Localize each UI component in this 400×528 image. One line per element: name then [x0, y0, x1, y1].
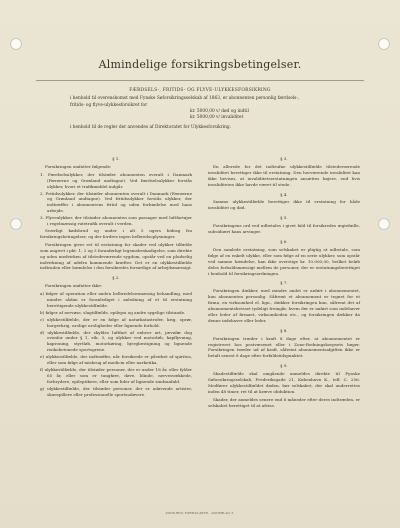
punch-hole-top-right — [378, 38, 390, 50]
intro-line: fritids- og flyve-ulykkesforsikret for — [70, 102, 148, 108]
clause-item: c) ulykkestilfælde, der er en følge af naturkatastrofer, krig, oprør, borgerkrig, urolige uroligheder eller lignende forhold. — [40, 316, 192, 328]
clause-paragraph: Forsikringens ord ved udbetales i givet fald til forsikredes ægtefælle, subsidiært hans arvinger. — [208, 223, 360, 235]
clause-item: 3. Flyveulykker, der tilstøder abonnenten som passager med luftfartøjer i regelmæssig rutetrafik overalt i verden. — [40, 215, 192, 227]
punch-hole-mid-right — [378, 218, 390, 230]
clause-paragraph: Skader, der anmeldes senere end 6 måneder efter deres indtræden, er selskabet berettiget til at afvise. — [208, 396, 360, 408]
right-column — [208, 152, 360, 411]
clause-item: g) ulykkestilfælde, der tilstøder personer, der er udøvende artister, skuespillere eller professionelle sportsudøvere. — [40, 385, 192, 397]
section-heading: § 6. — [280, 238, 288, 244]
clause-paragraph: Forsikringen omfatter følgende: — [45, 163, 112, 169]
section-heading: § 4. — [280, 191, 288, 197]
clause-paragraph: Sværligt kødsbrud og under i alt 3 ugers bidrag fra forsikringsbetingelser, og der fordres ingen helbredsoplysninger. — [40, 227, 192, 239]
section-heading: § 9. — [280, 363, 288, 369]
clause-paragraph: Forsikringen giver ret til erstatning for skader ved ulykker tilfælde som angivet i pkt. 1, 2 og 3 foranførligt legemsbeskadigelse, som direkte og uden medvirken af tilstedeværende sygdom, opstår ved en pludselig indvirkning af udefra kommende kræfter. Det er en ulykkestilfælde indtraden eller hændelse i den forsikredes forsætlige af arbejdsmæssigt. — [40, 241, 192, 271]
clause-item: a) følger af operation eller anden helbredelsesmæssig behandling, med mindre sådan er foranlediget i anledning af et til erstatning berettigende ulykkestilfælde. — [40, 291, 192, 308]
clause-item: 1. Færdselsulykker, der tilstøder abonnenten overalt i Danmark (Færøerne og Grønland undtagne). Ved færdselsulykker forstås ulykker, hvori et trafikmiddel indgår. — [40, 171, 192, 189]
section-heading: § 5. — [280, 215, 288, 221]
clause-item: 2. Fritidsulykker, der tilstøder abonnenten overalt i Danmark (Færøerne og Grønland undtagne). Ved fritidsulykker forstås ulykker, der indtræffer i abonnentens fritid og uden forbindelse med hans arbejde. — [40, 190, 192, 214]
insured-sum-invalidity: kr. 5000,00 v/ invaliditet — [190, 115, 244, 121]
section-heading: § 3. — [280, 156, 288, 161]
document-title: Almindelige forsikringsbetingelser. — [98, 58, 302, 71]
left-column — [40, 152, 192, 399]
clause-item: f) ulykkestilfælde, der tilstøder personer, der er under 18 år, eller fylder 65 år, eller som er tungføre, døve, blinde, nervesvækkede, forbrydere, epileptikere, eller som lider af lignende sindsanfald. — [40, 367, 192, 384]
intro-heading: FÆRDSELS-, FRITIDS- OG FLYVE-ULYKKESFORSIKRING — [129, 88, 271, 93]
clause-paragraph: Samme ulykkestilfælde berettiger ikke til erstatning for både invaliditet og død. — [208, 199, 360, 211]
clause-paragraph: Skadestilfælde skal omgående anmeldes direkte til Fynske Søforsikringsselskab, Frederiksgade 21, København K., telf. C. 256. Medfører ulykkestilfældet døden, bør selskabet, der skal underrettes inden 48 timer, ret til at kræve obduktion. — [208, 371, 360, 394]
section-heading: § 7. — [280, 280, 288, 286]
intro-block — [70, 88, 330, 132]
intro-line: i henhold til de regler der anvendes af Direktoratet for Ulykkesforsikring. — [70, 125, 232, 131]
clause-item: e) ulykkestilfælde, der indtræffer, når forsikrede er påvirket af spiritus, eller som følge af misbrug af medicin eller narkotika. — [40, 354, 192, 366]
insured-sum-death: kr. 5000,00 v/ død og indtil — [190, 108, 249, 114]
intro-line: i henhold til overenskomst med Fynske Søforsikringsselskab af 1863, er abonnenten personlig færdsels-, — [70, 96, 300, 102]
clause-item: d) ulykkestilfælde, der skyldes luftfart af enhver art, jævnfør dog ovenfor under § 1, stk. 3, og ulykker ved motorløb, kapflyvning, kaproning, styrtløb, motorkøring, bjergbestigning og lignende risikobetonede sportsgrene. — [40, 329, 192, 353]
punch-hole-mid-left — [10, 218, 22, 230]
clause-paragraph: Forsikringen træder i kraft 8 dage efter, at abonnementet er registreret hos postvæsenet eller i Zone-Redningskorpsets bøger. Forsikringen træder ud af kraft, såfremt abonnementsafgiften ikke er betalt senest 8 dage efter forfaldstidspunktet. — [208, 335, 360, 359]
clause-paragraph: En allerede for det indtrufne ulykkestilfælde tilstedeværende invaliditet berettiger ikke til erstatning. Den herværende invaliditet kan ikke bevises, at invaliditetserstatningen ansættes højere, end hvis invaliditeten ikke havde været til stede. — [208, 163, 360, 187]
title-rule — [36, 80, 364, 81]
clause-item: b) følger af nervøse, slagtilfælde, epilepsi og andre sygelige tilstande. — [40, 309, 186, 315]
section-heading: § 1. — [112, 156, 120, 161]
section-heading: § 2. — [112, 275, 120, 281]
print-footer: ZONE-RED. FORMULARTR. - ZONEBLAD. 5. — [165, 511, 235, 515]
punch-hole-top-left — [10, 38, 22, 50]
clause-paragraph: Forsikringen dækker, med mindre andet er anført i abonnementet, kun abonnenten personlig. Såfremt et abonnement er tegnet for et firma, en virksomhed el. lign., dækker forsikringen kun, såfremt det af abonnementsbeviset tydeligt fremgår, hvem der er anført som indehaver eller leder af firmaet, virksomheden etc., og forsikringen dækker da denne indehaver eller leder. — [208, 288, 360, 323]
section-heading: § 8. — [280, 327, 288, 333]
clause-paragraph: Den samlede erstatning, som selskabet er pligtig at udbetale, som følge af en enkelt ulykke, eller som følge af en serie ulykker, som opstår ved samme hændelse, kan ikke overstige kr. 10.000,00, hvilket beløb deles forholdsmæssigt mellem de personer, der er erstatningsberettiget i henhold til forsikringsordningen. — [208, 246, 360, 276]
clause-paragraph: Forsikringen omfatter ikke: — [45, 283, 103, 289]
